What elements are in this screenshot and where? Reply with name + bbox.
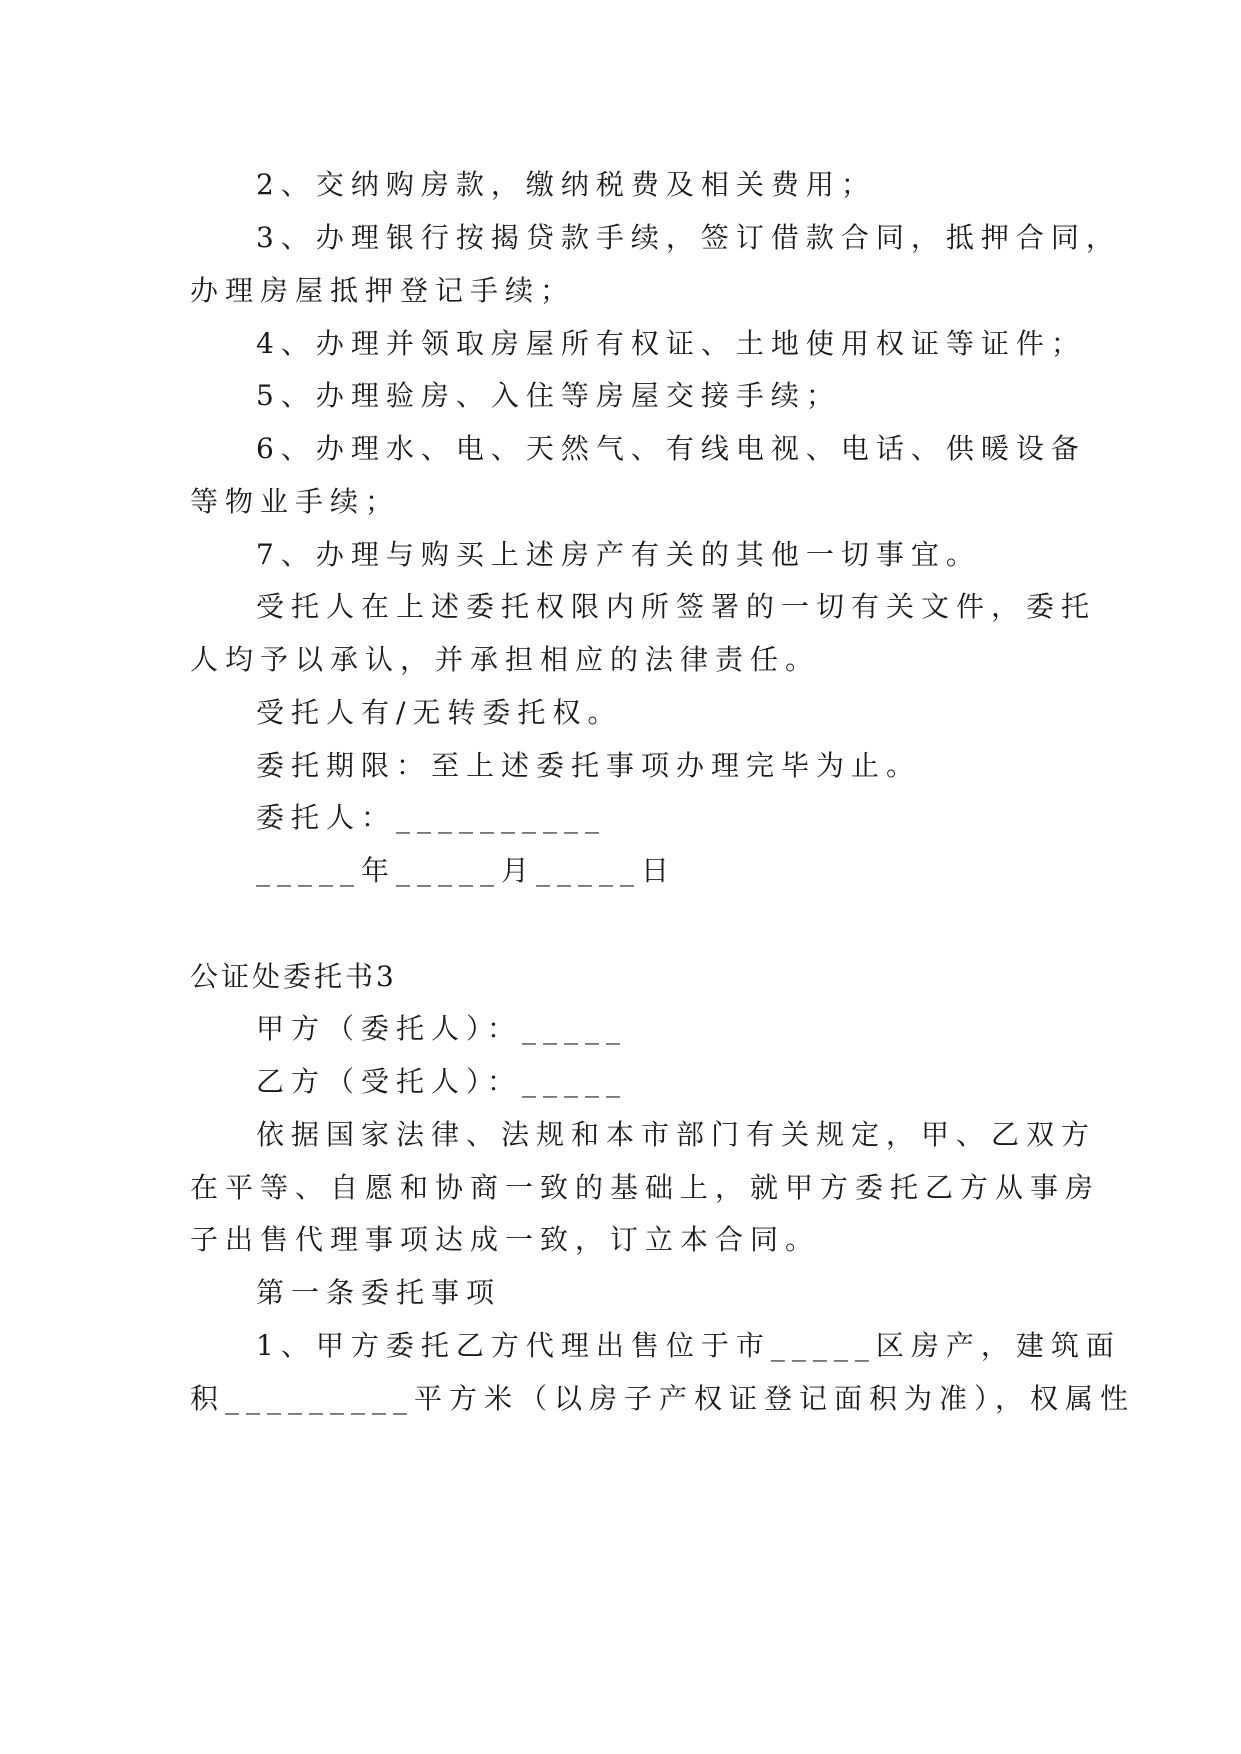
paragraph-line: 5、办理验房、入住等房屋交接手续；	[256, 379, 841, 412]
paragraph-line: 办理房屋抵押登记手续；	[190, 274, 576, 307]
paragraph-line: 3、办理银行按揭贷款手续，签订借款合同，抵押合同，	[256, 221, 1121, 254]
paragraph-line: 积_________平方米（以房子产权证登记面积为准），权属性	[190, 1382, 1136, 1415]
paragraph-line: 4、办理并领取房屋所有权证、土地使用权证等证件；	[256, 327, 1086, 360]
paragraph-line: 委托期限：至上述委托事项办理完毕为止。	[256, 749, 922, 782]
section-heading: 公证处委托书3	[190, 960, 397, 993]
paragraph-line: 7、办理与购买上述房产有关的其他一切事宜。	[256, 538, 981, 571]
party-a-line: 甲方（委托人）：_____	[256, 1012, 628, 1045]
paragraph-line: 依据国家法律、法规和本市部门有关规定，甲、乙双方	[256, 1118, 1097, 1151]
paragraph-line: 在平等、自愿和协商一致的基础上，就甲方委托乙方从事房	[190, 1171, 1101, 1204]
paragraph-line: 子出售代理事项达成一致，订立本合同。	[190, 1223, 821, 1256]
paragraph-line: 受托人有/无转委托权。	[256, 696, 623, 729]
paragraph-line: 1、甲方委托乙方代理出售位于市_____区房产，建筑面	[256, 1329, 1121, 1362]
article-heading: 第一条委托事项	[256, 1276, 502, 1309]
paragraph-line: 人均予以承认，并承担相应的法律责任。	[190, 643, 821, 676]
paragraph-line: 受托人在上述委托权限内所签署的一切有关文件，委托	[256, 590, 1097, 623]
signature-line: 委托人：__________	[256, 801, 607, 834]
paragraph-line: 等物业手续；	[190, 485, 401, 518]
paragraph-line: 6、办理水、电、天然气、有线电视、电话、供暖设备	[256, 432, 1086, 465]
party-b-line: 乙方（受托人）：_____	[256, 1065, 628, 1098]
paragraph-line: 2、交纳购房款，缴纳税费及相关费用；	[256, 168, 876, 201]
date-line: _____年_____月_____日	[256, 854, 677, 887]
